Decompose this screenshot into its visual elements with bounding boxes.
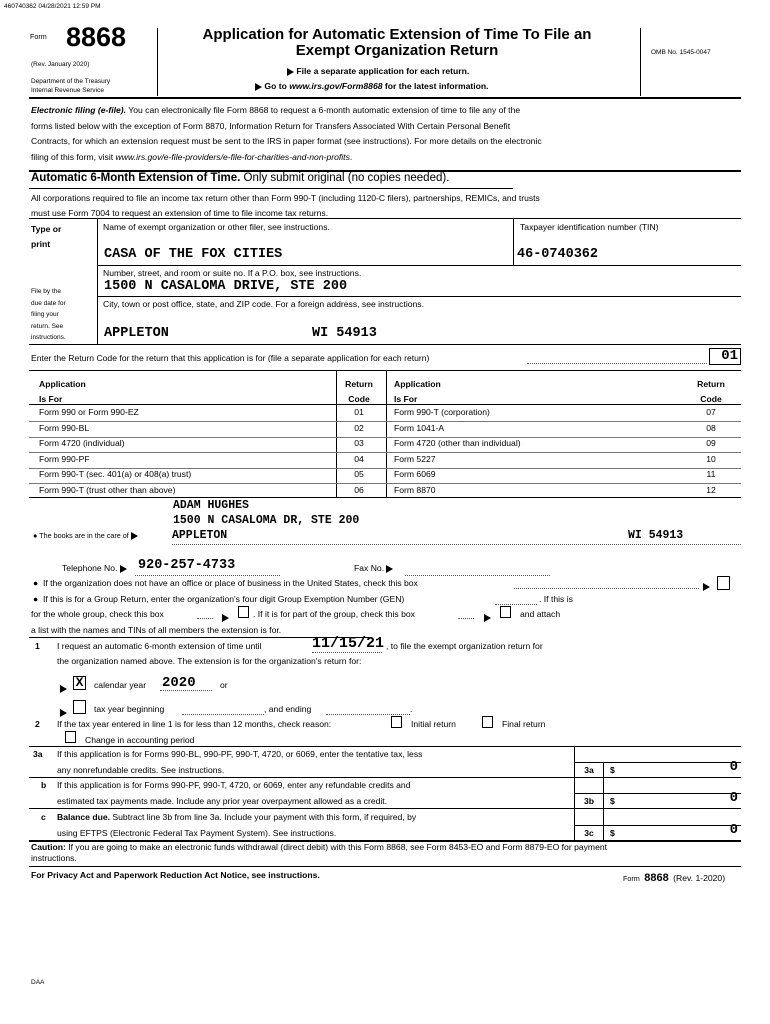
code-row-form: Form 6069 — [394, 469, 436, 480]
divider — [603, 762, 604, 840]
rule — [29, 497, 741, 498]
row-rule — [574, 762, 741, 763]
line1-text2: , to file the exempt organization return for — [386, 641, 543, 651]
dot-leader — [458, 618, 474, 619]
code-row-code: 05 — [354, 469, 364, 480]
code-row-form: Form 990-T (trust other than above) — [39, 485, 176, 495]
code-row-form: Form 4720 (individual) — [39, 438, 125, 449]
line2-number: 2 — [35, 719, 40, 729]
org-name-field[interactable]: CASA OF THE FOX CITIES — [104, 247, 283, 262]
revision: (Rev. January 2020) — [31, 61, 90, 68]
calendar-year-label: calendar year — [94, 680, 147, 690]
line2-text: If the tax year entered in line 1 is for less than 12 months, check reason: — [57, 719, 332, 729]
code-row-form: Form 8870 — [394, 485, 436, 495]
code-row-form: Form 990-T (sec. 401(a) or 408(a) trust) — [39, 469, 192, 480]
care-of-name: ADAM HUGHES — [173, 499, 249, 512]
fax-field[interactable] — [405, 575, 550, 576]
corp-note: All corporations required to file an income tax return other than Form 990-T (including 1120-C filers), partnerships, REMICs, and trusts must use Form 7004 to request an extension of time to file income tax returns. — [31, 193, 540, 218]
rule — [97, 265, 741, 266]
final-return-checkbox[interactable] — [482, 716, 493, 728]
line1-text: I request an automatic 6-month extension of time until — [57, 641, 262, 651]
title-line1: Application for Automatic Extension of Time To File an — [202, 26, 592, 43]
file-by-note: File by the due date for filing your return. See instructions. — [31, 288, 66, 341]
attach-text: and attach — [520, 609, 561, 619]
form-title — [162, 27, 632, 59]
tax-year-end-field[interactable] — [326, 714, 410, 715]
rule — [97, 296, 741, 297]
dollar-sign: $ — [610, 827, 615, 838]
code-row-form: Form 4720 (other than individual) — [394, 438, 521, 449]
change-accounting-label: Change in accounting period — [85, 735, 195, 745]
street-label: Number, street, and room or suite no. If a P.O. box, see instructions. — [103, 268, 362, 278]
code-row-form: Form 990 or Form 990-EZ — [39, 407, 139, 417]
arrow-icon — [287, 68, 294, 76]
privacy-notice: For Privacy Act and Paperwork Reduction Act Notice, see instructions. — [31, 870, 320, 880]
section-heading: Automatic 6-Month Extension of Time. Only submit original (no copies needed). — [31, 172, 450, 184]
code-row-code: 04 — [354, 453, 364, 464]
dot-leader — [135, 575, 280, 576]
group-return-text: ● If this is for a Group Return, enter the organization's four digit Group Exemption Number (GEN) — [33, 594, 405, 604]
subtitle2: Go to www.irs.gov/Form8868 for the latest information. — [255, 81, 489, 91]
whole-group-checkbox[interactable] — [238, 606, 249, 618]
col-head-app-right: Application Is For — [394, 379, 441, 404]
return-code-field[interactable]: 01 — [709, 348, 741, 365]
dot-leader — [312, 652, 382, 653]
dot-leader — [527, 363, 707, 364]
row-rule — [29, 808, 741, 809]
or-text: or — [220, 680, 228, 690]
fax-label: Fax No. — [354, 563, 393, 573]
rule — [29, 97, 741, 99]
arrow-icon — [120, 565, 127, 573]
col-head-code-right: Return Code — [697, 379, 725, 404]
code-row-code: 01 — [354, 407, 364, 417]
code-row-code: 02 — [354, 422, 364, 433]
rule — [29, 344, 741, 345]
care-of-city: APPLETON — [172, 529, 228, 542]
row-rule — [29, 421, 741, 422]
code-row-code: 09 — [706, 438, 716, 449]
irs-link[interactable]: www.irs.gov/Form8868 — [289, 81, 383, 91]
dot-leader — [514, 588, 699, 589]
care-of-address: 1500 N CASALOMA DR, STE 200 — [173, 514, 360, 527]
dot-leader — [172, 544, 741, 545]
form-number: 8868 — [66, 22, 127, 52]
arrow-icon — [255, 83, 262, 91]
tax-year-checkbox[interactable] — [73, 700, 86, 714]
form-word: Form — [30, 32, 47, 41]
line3-text2: any nonrefundable credits. See instructions. — [57, 765, 225, 775]
whole-group-text: for the whole group, check this box — [31, 609, 164, 619]
dollar-sign: $ — [610, 765, 615, 775]
calendar-year-checkbox[interactable]: X — [73, 676, 86, 690]
group-return-text2: . If this is — [539, 594, 573, 604]
org-name-label: Name of exempt organization or other filer, see instructions. — [103, 222, 330, 232]
rule — [29, 746, 741, 747]
tax-year-label: tax year beginning — [94, 704, 165, 714]
row-rule — [29, 437, 741, 438]
final-return-label: Final return — [502, 719, 546, 729]
line3-box-label: 3c — [584, 827, 594, 838]
part-group-text: . If it is for part of the group, check this box — [253, 609, 415, 619]
rule — [29, 370, 741, 371]
line3-amount-field[interactable]: 0 — [729, 821, 738, 838]
title-line2: Exempt Organization Return — [295, 42, 499, 59]
tax-year-begin-field[interactable] — [182, 714, 264, 715]
tin-field[interactable]: 46-0740362 — [517, 247, 599, 262]
state-zip-field[interactable]: WI 54913 — [312, 326, 377, 341]
line3-text1: Balance due. Subtract line 3b from line 3a. Include your payment with this form, if required, by — [57, 811, 417, 822]
rule — [29, 866, 741, 867]
line1-text3: the organization named above. The extension is for the organization's return for: — [57, 656, 362, 666]
col-head-app-left: Application Is For — [39, 379, 86, 404]
efile-link[interactable]: www.irs.gov/e-file-providers/e-file-for-charities-and-non-profits — [115, 151, 350, 162]
tin-label: Taxpayer identification number (TIN) — [520, 222, 659, 232]
code-row-form: Form 1041-A — [394, 422, 445, 433]
code-row-code: 03 — [354, 438, 364, 449]
arrow-icon — [131, 532, 138, 540]
subtitle1: File a separate application for each return. — [287, 66, 469, 76]
arrow-icon — [703, 578, 710, 596]
gen-field[interactable] — [495, 604, 537, 605]
code-row-code: 08 — [706, 422, 716, 433]
books-care-label: ● The books are in the care of — [33, 531, 138, 540]
part-group-checkbox[interactable] — [500, 606, 511, 618]
code-row-code: 10 — [706, 453, 716, 464]
divider — [157, 28, 158, 96]
line3-number: 3a — [33, 749, 43, 759]
divider — [336, 371, 337, 497]
line3-text1: If this application is for Forms 990-PF, 990-T, 4720, or 6069, enter any refundable credits and — [57, 780, 411, 791]
period-text: . — [410, 704, 413, 714]
code-row-form: Form 990-BL — [39, 422, 90, 433]
caution-text: Caution: If you are going to make an electronic funds withdrawal (direct debit) with this Form 8868, see Form 8453-EO and Form 8879-EO for payment instructions. — [31, 842, 608, 863]
dollar-sign: $ — [610, 796, 615, 807]
members-list-text: a list with the names and TINs of all members the extension is for. — [31, 625, 282, 635]
extension-date-field[interactable]: 11/15/21 — [312, 635, 385, 652]
initial-return-label: Initial return — [411, 719, 456, 729]
row-rule — [29, 777, 741, 778]
code-row-code: 07 — [706, 407, 716, 417]
line3-box-label: 3b — [583, 796, 595, 807]
code-row-form: Form 5227 — [394, 453, 436, 464]
form-id — [30, 26, 47, 44]
divider — [513, 218, 514, 266]
return-code-label: Enter the Return Code for the return that this application is for (file a separate application for each return) — [31, 353, 430, 363]
line3-amount-field[interactable]: 0 — [729, 759, 738, 775]
arrow-icon — [484, 609, 491, 627]
code-row-form: Form 990-T (corporation) — [394, 407, 490, 417]
arrow-icon — [60, 680, 67, 698]
dot-leader — [197, 618, 213, 619]
divider — [640, 28, 641, 96]
divider — [386, 371, 387, 497]
line1-number: 1 — [35, 641, 40, 651]
line3-number: b — [41, 780, 47, 791]
code-row-form: Form 990-PF — [39, 453, 90, 464]
line3-text2: estimated tax payments made. Include any prior year overpayment allowed as a credit. — [57, 796, 388, 807]
care-of-state-zip: WI 54913 — [628, 529, 684, 542]
arrow-icon — [386, 565, 393, 573]
col-head-code-left: Return Code — [345, 379, 373, 404]
street-field[interactable]: 1500 N CASALOMA DRIVE, STE 200 — [104, 279, 348, 294]
type-or-print: Type or print — [31, 224, 62, 249]
code-row-code: 06 — [354, 485, 364, 495]
calendar-year-field[interactable]: 2020 — [162, 675, 196, 691]
row-rule — [574, 825, 741, 826]
no-us-office-checkbox[interactable] — [717, 576, 730, 590]
dept-line1: Department of the Treasury — [31, 78, 111, 85]
telephone-field[interactable]: 920-257-4733 — [138, 558, 236, 573]
telephone-label: Telephone No. — [62, 563, 127, 573]
no-us-office-text: ● If the organization does not have an office or place of business in the United States, check this box — [33, 578, 418, 588]
code-row-code: 11 — [706, 469, 716, 480]
line3-text2: using EFTPS (Electronic Federal Tax Payment System). See instructions. — [57, 827, 337, 838]
code-row-code: 12 — [706, 485, 716, 495]
daa-label: DAA — [31, 979, 45, 986]
city-label: City, town or post office, state, and ZIP code. For a foreign address, see instructions. — [103, 299, 424, 309]
city-field[interactable]: APPLETON — [104, 326, 169, 341]
change-accounting-checkbox[interactable] — [65, 731, 76, 743]
omb-number: OMB No. 1545-0047 — [651, 49, 711, 56]
efile-paragraph: Electronic filing (e-file). You can electronically file Form 8868 to request a 6-month automatic extension of time to file any of the forms listed below with the exception of Form 8870, Information Return for Transfers Associated With Certain Personal Benefit Contracts, for which an extension request must be sent to the IRS in paper format (see instructions). For more details on the electronic filing of this form, visit www.irs.gov/e-file-providers/e-file-for-charities-and-non-profits. — [31, 105, 542, 162]
dot-leader — [160, 690, 212, 691]
rule — [29, 188, 513, 189]
row-rule — [574, 793, 741, 794]
initial-return-checkbox[interactable] — [391, 716, 402, 728]
footer-form-id: Form 8868 (Rev. 1-2020) — [623, 872, 726, 884]
rule — [29, 218, 741, 219]
rule — [29, 404, 741, 405]
ending-label: , and ending — [264, 704, 312, 714]
divider — [97, 218, 98, 344]
line3-amount-field[interactable]: 0 — [729, 790, 738, 807]
timestamp: 460740362 04/28/2021 12:59 PM — [4, 3, 101, 10]
line3-text1: If this application is for Forms 990-BL, 990-PF, 990-T, 4720, or 6069, enter the tentative tax, less — [57, 749, 423, 759]
dept-line2: Internal Revenue Service — [31, 87, 104, 94]
line3-box-label: 3a — [584, 765, 594, 775]
row-rule — [29, 452, 741, 453]
line3-number: c — [41, 811, 46, 822]
